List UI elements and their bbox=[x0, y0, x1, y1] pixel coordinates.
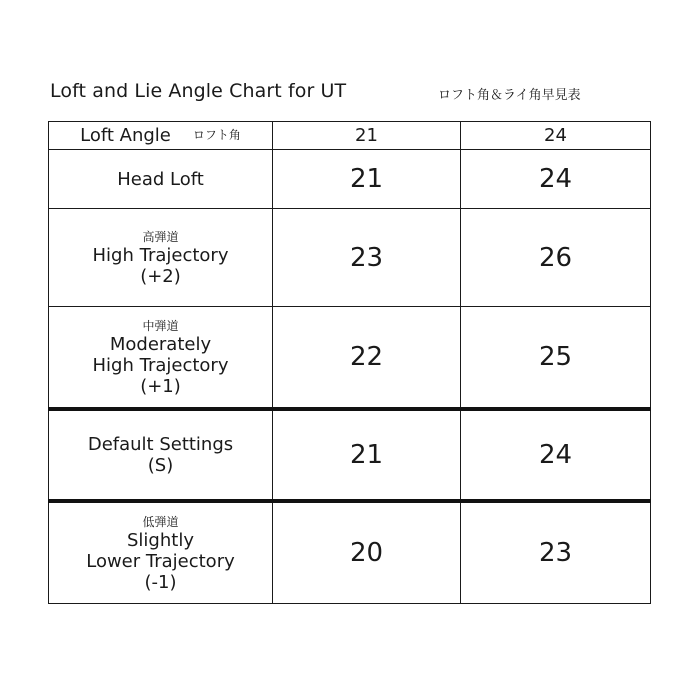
row-label-line: (+1) bbox=[140, 375, 181, 397]
table-row-high-trajectory bbox=[49, 209, 651, 307]
value-cell: 20 bbox=[273, 501, 461, 604]
row-label-line: Moderately bbox=[109, 333, 212, 355]
header-column-24: 24 bbox=[461, 122, 651, 150]
table-row-slightly-lower bbox=[49, 501, 651, 604]
chart-title: Loft and Lie Angle Chart for UT bbox=[50, 80, 347, 102]
loft-lie-table bbox=[48, 121, 651, 604]
value-cell: 25 bbox=[461, 307, 651, 410]
row-label-cell bbox=[49, 409, 273, 501]
row-label-line: High Trajectory bbox=[92, 354, 229, 376]
value-cell: 22 bbox=[273, 307, 461, 410]
row-label-line: Lower Trajectory bbox=[86, 550, 235, 572]
row-label-cell bbox=[49, 209, 273, 307]
row-label-line: High Trajectory bbox=[92, 244, 229, 266]
row-label-japanese: 低弾道 bbox=[142, 514, 179, 529]
row-label-japanese: 高弾道 bbox=[142, 229, 179, 244]
chart-title-japanese: ロフト角＆ライ角早見表 bbox=[438, 88, 581, 103]
row-label-line: (S) bbox=[147, 455, 174, 476]
row-label-cell bbox=[49, 150, 273, 209]
loft-angle-label: Loft Angle bbox=[80, 125, 171, 146]
row-label-line: Default Settings bbox=[87, 434, 234, 455]
table-row-head-loft bbox=[49, 150, 651, 209]
value-cell: 21 bbox=[273, 409, 461, 501]
row-label-line: (-1) bbox=[144, 571, 177, 593]
header-row bbox=[49, 122, 651, 150]
table-row-default-settings bbox=[49, 409, 651, 501]
row-label-cell bbox=[49, 307, 273, 410]
row-label-line: Head Loft bbox=[117, 168, 204, 190]
row-label-line: (+2) bbox=[140, 265, 181, 287]
value-cell: 24 bbox=[461, 409, 651, 501]
header-column-21: 21 bbox=[273, 122, 461, 150]
header-label-cell bbox=[49, 122, 273, 150]
value-cell: 23 bbox=[461, 501, 651, 604]
row-label-japanese: 中弾道 bbox=[142, 318, 179, 333]
loft-angle-label-japanese: ロフト角 bbox=[192, 128, 241, 142]
row-label-line: Slightly bbox=[127, 529, 194, 551]
table-row-moderately-high bbox=[49, 307, 651, 410]
row-label-cell bbox=[49, 501, 273, 604]
value-cell: 24 bbox=[461, 150, 651, 209]
value-cell: 21 bbox=[273, 150, 461, 209]
value-cell: 23 bbox=[273, 209, 461, 307]
value-cell: 26 bbox=[461, 209, 651, 307]
